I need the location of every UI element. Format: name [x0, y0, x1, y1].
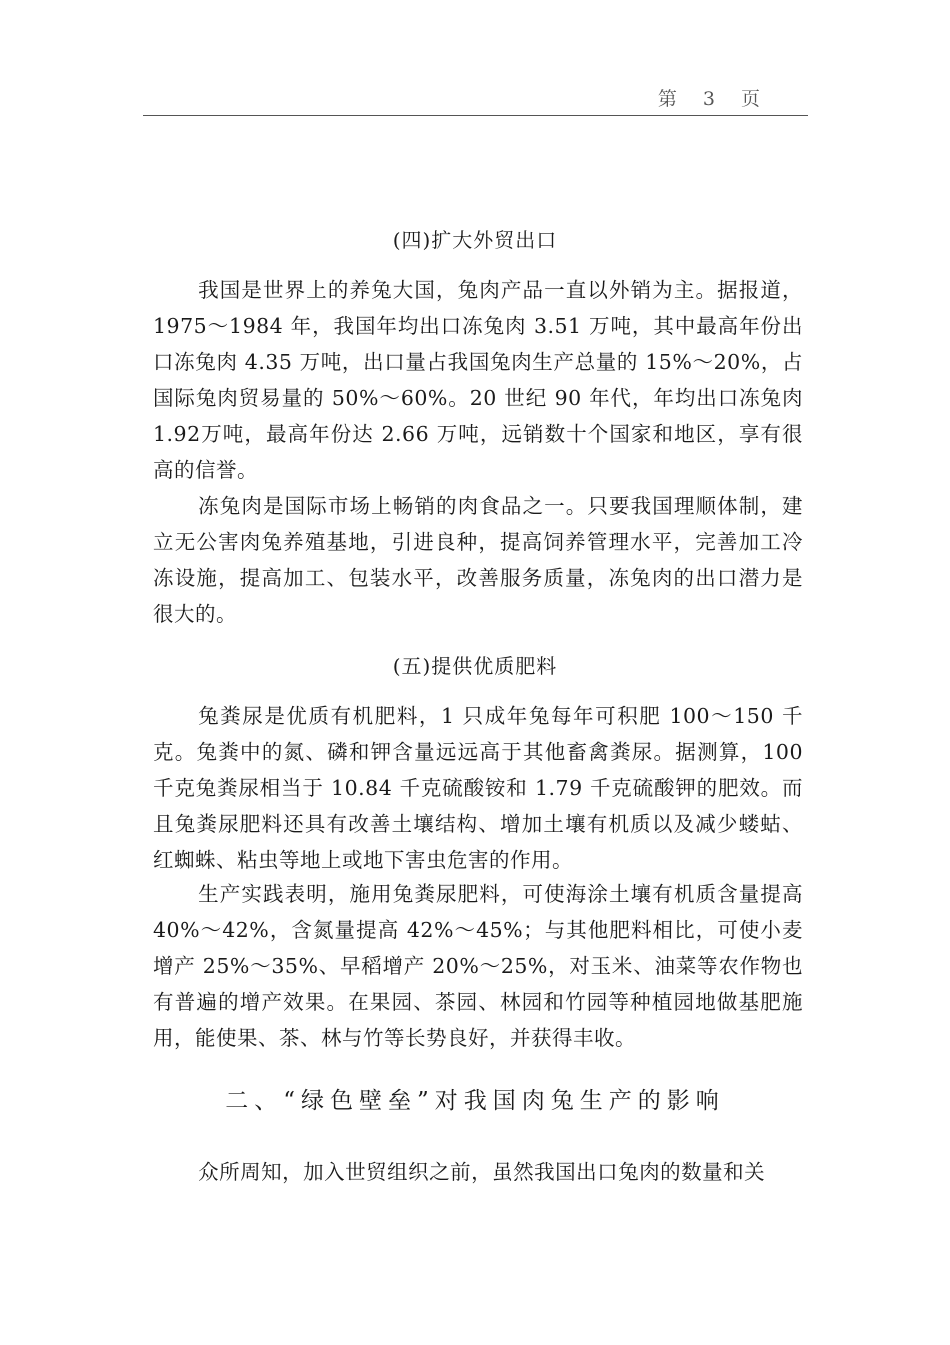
paragraph: 兔粪尿是优质有机肥料，1 只成年兔每年可积肥 100～150 千克。兔粪中的氮、磷和钾含量远远高于其他畜禽粪尿。据测算，100 千克兔粪尿相当于 10.84 千克硫酸铵和 1.79 千克硫酸钾的肥效。而且兔粪尿肥料还具有改善土壤结构、增加土壤有机质以及减少蝼蛄、红蜘蛛、粘虫等地上或地下害虫危害的作用。	[153, 704, 803, 872]
paragraph: 冻兔肉是国际市场上畅销的肉食品之一。只要我国理顺体制，建立无公害肉兔养殖基地，引进良种，提高饲养管理水平，完善加工冷冻设施，提高加工、包装水平，改善服务质量，冻兔肉的出口潜力是很大的。	[153, 494, 803, 626]
paragraph: 众所周知，加入世贸组织之前，虽然我国出口兔肉的数量和关	[198, 1160, 766, 1184]
section-heading-5: (五)提供优质肥料	[392, 654, 558, 678]
header-rule	[143, 115, 808, 116]
paragraph: 我国是世界上的养兔大国，兔肉产品一直以外销为主。据报道，1975～1984 年，我国年均出口冻兔肉 3.51 万吨，其中最高年份出口冻兔肉 4.35 万吨，出口量占我国兔肉生产总量的 15%～20%，占国际兔肉贸易量的 50%～60%。20 世纪 90 年代，年均出口冻兔肉 1.92万吨，最高年份达 2.66 万吨，远销数十个国家和地区，享有很高的信誉。	[153, 278, 803, 482]
page-header	[143, 84, 808, 114]
page-number: 第 3 页	[657, 88, 770, 110]
paragraph: 生产实践表明，施用兔粪尿肥料，可使海涂土壤有机质含量提高 40%～42%，含氮量提高 42%～45%；与其他肥料相比，可使小麦增产 25%～35%、早稻增产 20%～25%，对玉米、油菜等农作物也有普遍的增产效果。在果园、茶园、林园和竹园等种植园地做基肥施用，能使果、茶、林与竹等长势良好，并获得丰收。	[153, 882, 803, 1050]
chapter-heading: 二、“绿色壁垒”对我国肉兔生产的影响	[225, 1088, 725, 1114]
section-heading-4: (四)扩大外贸出口	[392, 228, 558, 252]
